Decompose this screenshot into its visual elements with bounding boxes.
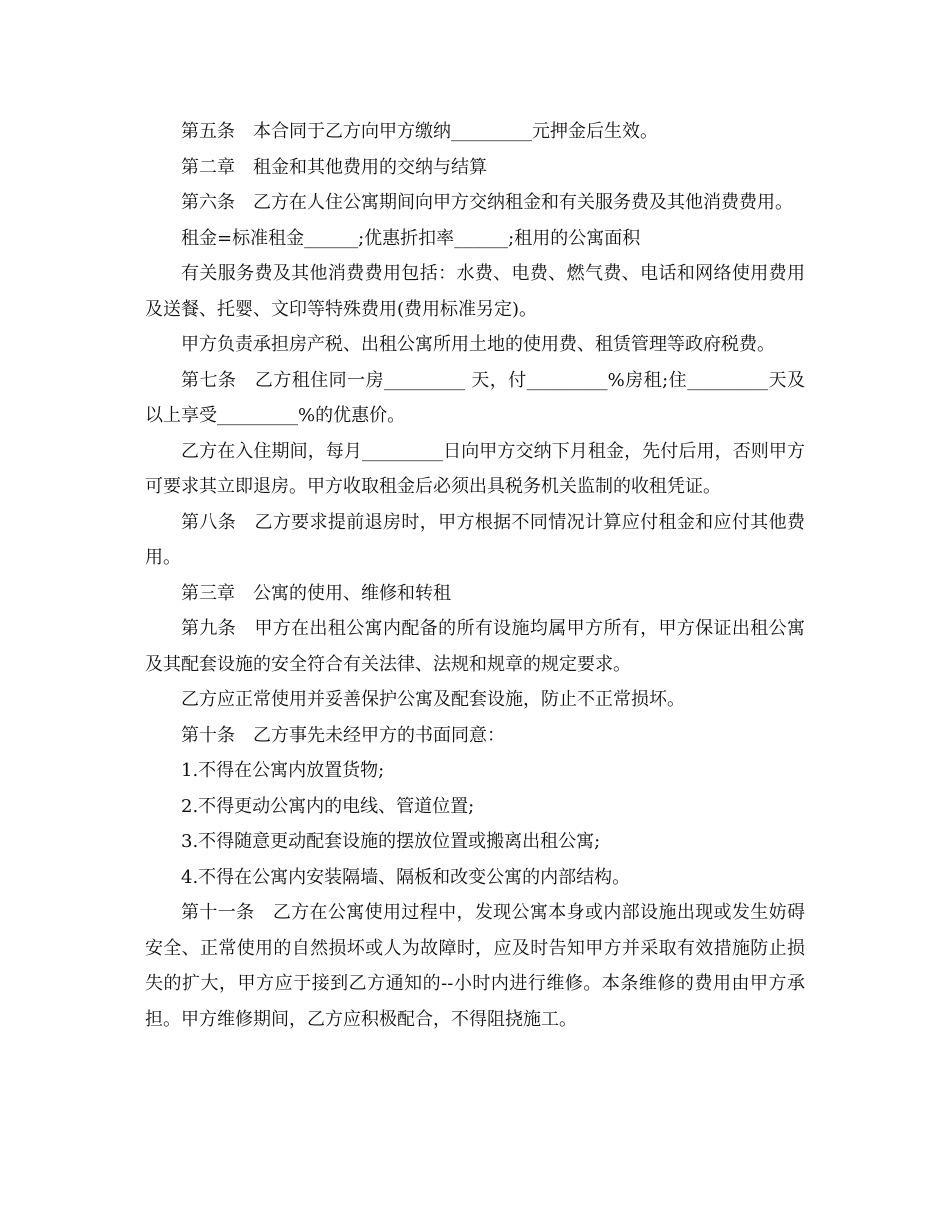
article-5-paragraph: 第五条 本合同于乙方向甲方缴纳_________元押金后生效。	[181, 121, 658, 142]
rent-formula-paragraph: 租金=标准租金______;优惠折扣率______;租用的公寓面积	[181, 227, 641, 249]
article-8-paragraph: 第八条 乙方要求提前退房时，甲方根据不同情况计算应付租金和应付其他费用。	[145, 511, 805, 568]
article-10-paragraph: 第十条 乙方事先未经甲方的书面同意：	[181, 724, 505, 746]
taxes-paragraph: 甲方负责承担房产税、出租公寓所用土地的使用费、租赁管理等政府税费。	[181, 334, 775, 355]
article-11-paragraph: 第十一条 乙方在公寓使用过程中，发现公寓本身或内部设施出现或发生妨碍安全、正常使用的自然损坏或人为故障时，应及时告知甲方并采取有效措施防止损失的扩大，甲方应于接到乙方通知的--小时内进行维修。本条维修的费用由甲方承担。甲方维修期间，乙方应积极配合，不得阻挠施工。	[145, 902, 805, 1030]
monthly-rent-paragraph: 乙方在入住期间，每月_________日向甲方交纳下月租金，先付后用，否则甲方可要求其立即退房。甲方收取租金后必须出具税务机关监制的收租凭证。	[145, 440, 805, 497]
list-item: 3.不得随意更动配套设施的摆放位置或搬离出租公寓;	[181, 831, 601, 852]
list-item: 1.不得在公寓内放置货物;	[181, 760, 385, 781]
service-fees-paragraph: 有关服务费及其他消费费用包括：水费、电费、燃气费、电话和网络使用费用及送餐、托婴、文印等特殊费用(费用标准另定)。	[145, 263, 805, 320]
proper-use-paragraph: 乙方应正常使用并妥善保护公寓及配套设施，防止不正常损坏。	[181, 689, 685, 710]
article-7-paragraph: 第七条 乙方租住同一房_________ 天，付_________%房租;住_________天及以上享受_________%的优惠价。	[145, 369, 805, 426]
article-6-paragraph: 第六条 乙方在人住公寓期间向甲方交纳租金和有关服务费及其他消费费用。	[181, 192, 793, 213]
chapter-3-heading: 第三章 公寓的使用、维修和转租	[181, 582, 451, 604]
list-item: 2.不得更动公寓内的电线、管道位置;	[181, 795, 475, 817]
list-item: 4.不得在公寓内安装隔墙、隔板和改变公寓的内部结构。	[181, 866, 631, 888]
document-body	[145, 114, 805, 1037]
chapter-2-heading: 第二章 租金和其他费用的交纳与结算	[181, 156, 487, 178]
article-9-paragraph: 第九条 甲方在出租公寓内配备的所有设施均属甲方所有，甲方保证出租公寓及其配套设施的安全符合有关法律、法规和规章的规定要求。	[145, 618, 805, 675]
